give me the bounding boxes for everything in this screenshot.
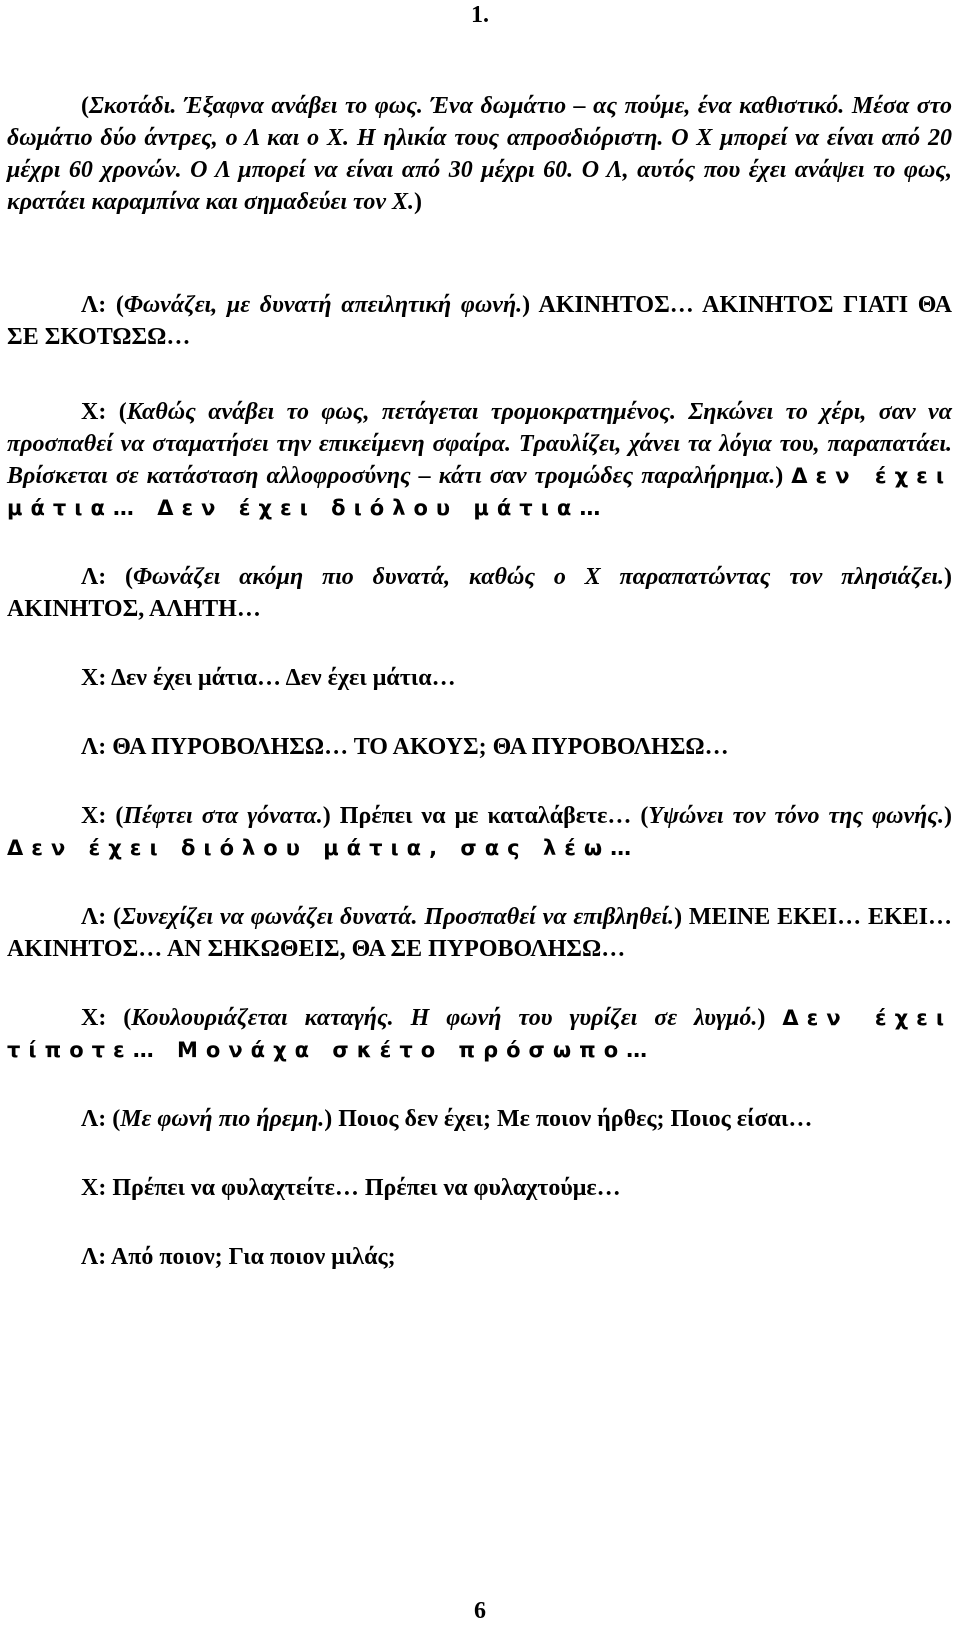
speaker-cue: Λ: (: [81, 1106, 121, 1132]
speaker-cue: Λ: (: [81, 292, 124, 318]
speaker-cue: Χ: (: [81, 803, 124, 829]
paren-open: (: [81, 93, 89, 119]
dialogue-l-2: [7, 561, 952, 625]
dialogue-l-5: [7, 1103, 952, 1135]
dialogue-text: Λ: ΘΑ ΠΥΡΟΒΟΛΗΣΩ… ΤΟ ΑΚΟΥΣ; ΘΑ ΠΥΡΟΒΟΛΗΣΩ…: [81, 734, 729, 760]
paren-close: ): [944, 803, 952, 829]
page-footer-number: 6: [474, 1598, 486, 1624]
play-text: [7, 90, 952, 1273]
speaker-cue: Χ: (: [81, 1005, 132, 1031]
speaker-cue: Χ: (: [81, 399, 127, 425]
dialogue-l-6: [7, 1241, 952, 1273]
dialogue-text: ) ΑΚΙΝΗΤΟΣ… ΑΚΙΝΗΤΟΣ ΓΙΑΤΙ ΘΑ ΣΕ ΣΚΟΤΩΣΩ…: [7, 292, 952, 350]
stage-direction-text: Καθώς ανάβει το φως, πετάγεται τρομοκρατημένος. Σηκώνει το χέρι, σαν να προσπαθεί να σταματήσει την επικείμενη σφαίρα. Τραυλίζει, χάνει τα λόγια του, παραπατάει. Βρίσκεται σε κατάσταση αλλοφροσύνης – κάτι σαν τρομώδες παραλήρημα.: [7, 399, 952, 489]
paren-close: ): [757, 1005, 766, 1031]
stage-direction-text: Με φωνή πιο ήρεμη.: [120, 1106, 325, 1132]
page-header-number: 1.: [471, 2, 489, 28]
dialogue-text: Χ: Δεν έχει μάτια… Δεν έχει μάτια…: [81, 665, 456, 691]
paren-close: ): [414, 189, 422, 215]
stage-direction-text: Φωνάζει ακόμη πιο δυνατά, καθώς ο Χ παραπατώντας τον πλησιάζει.: [133, 564, 945, 590]
dialogue-text: ) ΜΕΙΝΕ ΕΚΕΙ… ΕΚΕΙ… ΑΚΙΝΗΤΟΣ… ΑΝ ΣΗΚΩΘΕΙΣ, ΘΑ ΣΕ ΠΥΡΟΒΟΛΗΣΩ…: [7, 904, 953, 962]
speaker-cue: Λ: (: [81, 904, 122, 930]
dialogue-l-3: [7, 731, 952, 763]
paren-close: ): [775, 463, 784, 489]
dialogue-text: ) Πρέπει να με καταλάβετε… (: [322, 803, 649, 829]
stage-direction-text: Συνεχίζει να φωνάζει δυνατά. Προσπαθεί να επιβληθεί.: [121, 904, 675, 930]
dialogue-x-1: [7, 396, 952, 524]
spaced-dialogue-text: Δεν έχει διόλου μάτια, σας λέω…: [7, 836, 640, 860]
stage-direction-text: Πέφτει στα γόνατα.: [123, 803, 323, 829]
stage-direction-text-2: Υψώνει τον τόνο της φωνής.: [648, 803, 944, 829]
dialogue-l-1: [7, 289, 952, 353]
spaced-dialogue-text: Δεν έχει τίποτε… Μονάχα σκέτο πρόσωπο…: [7, 1006, 953, 1062]
dialogue-l-4: [7, 901, 952, 965]
dialogue-text: Χ: Πρέπει να φυλαχτείτε… Πρέπει να φυλαχτούμε…: [81, 1175, 621, 1201]
stage-direction-opening: [7, 90, 952, 218]
dialogue-text: ) ΑΚΙΝΗΤΟΣ, ΑΛΗΤΗ…: [7, 564, 953, 622]
spaced-dialogue-text: Δεν έχει μάτια… Δεν έχει διόλου μάτια…: [7, 464, 952, 520]
dialogue-text: Λ: Από ποιον; Για ποιον μιλάς;: [81, 1244, 396, 1270]
dialogue-x-3: [7, 800, 952, 864]
dialogue-text: ) Ποιος δεν έχει; Με ποιον ήρθες; Ποιος είσαι…: [324, 1106, 813, 1132]
dialogue-x-5: [7, 1172, 952, 1204]
stage-direction-text: Φωνάζει, με δυνατή απειλητική φωνή.: [123, 292, 523, 318]
dialogue-x-4: [7, 1002, 952, 1066]
stage-direction-text: Κουλουριάζεται καταγής. Η φωνή του γυρίζει σε λυγμό.: [131, 1005, 758, 1031]
stage-direction-text: Σκοτάδι. Έξαφνα ανάβει το φως. Ένα δωμάτιο – ας πούμε, ένα καθιστικό. Μέσα στο δωμάτιο δύο άντρες, ο Λ και ο Χ. Η ηλικία τους απροσδιόριστη. Ο Χ μπορεί να είναι από 20 μέχρι 60 χρονών. Ο Λ μπορεί να είναι από 30 μέχρι 60. Ο Λ, αυτός που έχει ανάψει το φως, κρατάει καραμπίνα και σημαδεύει τον Χ.: [7, 93, 952, 215]
speaker-cue: Λ: (: [81, 564, 134, 590]
dialogue-x-2: [7, 662, 952, 694]
